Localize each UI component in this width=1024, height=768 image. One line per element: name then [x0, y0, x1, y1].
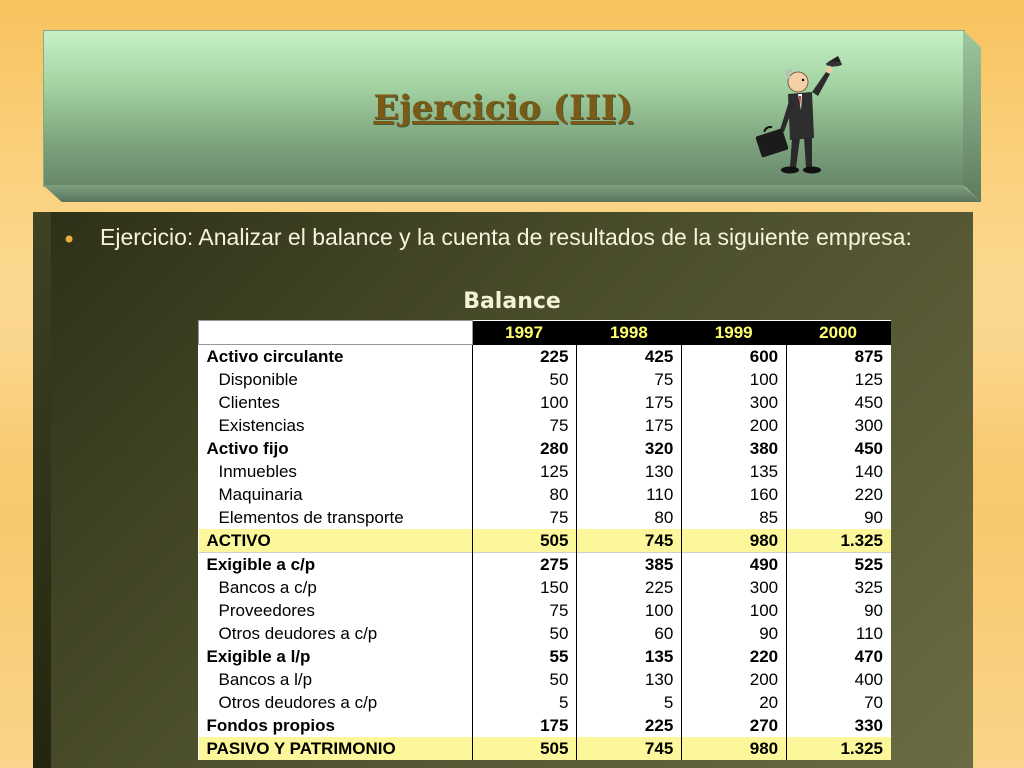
row-value: 385	[577, 553, 682, 577]
row-value: 980	[682, 529, 787, 553]
table-title: Balance	[463, 289, 561, 314]
row-value: 135	[682, 460, 787, 483]
row-value: 300	[682, 391, 787, 414]
intro-text: Ejercicio: Analizar el balance y la cuenta de resultados de la siguiente empresa:	[100, 224, 912, 250]
table-row	[199, 345, 892, 369]
row-value: 20	[682, 691, 787, 714]
row-value: 70	[787, 691, 891, 714]
table-body	[199, 345, 892, 761]
row-value: 100	[577, 599, 682, 622]
table-row	[199, 506, 892, 529]
row-label: PASIVO Y PATRIMONIO	[199, 737, 473, 760]
row-label: Proveedores	[218, 601, 315, 620]
row-value: 50	[472, 368, 577, 391]
row-value: 130	[577, 668, 682, 691]
year-header: 1998	[577, 321, 682, 345]
row-value: 425	[577, 345, 682, 369]
table-row	[199, 414, 892, 437]
row-value: 125	[787, 368, 891, 391]
title-box-side	[963, 30, 981, 202]
row-value: 80	[577, 506, 682, 529]
row-label: Maquinaria	[218, 485, 303, 504]
row-value: 745	[577, 529, 682, 553]
row-label: Fondos propios	[206, 716, 335, 735]
row-value: 745	[577, 737, 682, 760]
row-value: 270	[682, 714, 787, 737]
row-value: 225	[577, 576, 682, 599]
table-row	[199, 437, 892, 460]
row-label: Exigible a l/p	[206, 647, 311, 666]
table-row	[199, 483, 892, 506]
row-value: 505	[472, 529, 577, 553]
row-value: 100	[472, 391, 577, 414]
row-value: 330	[787, 714, 891, 737]
year-header: 1997	[472, 321, 577, 345]
row-value: 60	[577, 622, 682, 645]
row-value: 5	[472, 691, 577, 714]
row-value: 300	[682, 576, 787, 599]
row-value: 225	[472, 345, 577, 369]
row-value: 525	[787, 553, 891, 577]
row-value: 75	[472, 506, 577, 529]
row-value: 110	[577, 483, 682, 506]
row-label: Exigible a c/p	[199, 553, 473, 577]
row-value: 140	[787, 460, 891, 483]
table-row	[199, 737, 892, 760]
row-value: 450	[787, 437, 891, 460]
row-value: 100	[682, 599, 787, 622]
row-label: Existencias	[218, 416, 305, 435]
row-value: 50	[472, 622, 577, 645]
row-value: 400	[787, 668, 891, 691]
row-value: 1.325	[787, 529, 891, 553]
slide-title: Ejercicio (III)	[373, 88, 633, 128]
row-value: 275	[472, 553, 577, 577]
table-row	[199, 668, 892, 691]
row-value: 90	[787, 599, 891, 622]
table-row	[199, 599, 892, 622]
row-value: 90	[682, 622, 787, 645]
row-label: Bancos a c/p	[218, 578, 317, 597]
row-value: 50	[472, 668, 577, 691]
table-row	[199, 576, 892, 599]
table-row	[199, 691, 892, 714]
row-value: 600	[682, 345, 787, 369]
row-value: 75	[472, 599, 577, 622]
businessman-clipart-icon	[750, 50, 845, 180]
row-value: 5	[577, 691, 682, 714]
table-row	[199, 368, 892, 391]
table-row	[199, 714, 892, 737]
row-label: Inmuebles	[218, 462, 297, 481]
table-row	[199, 460, 892, 483]
table-row	[199, 622, 892, 645]
balance-table	[198, 320, 891, 760]
row-value: 220	[682, 645, 787, 668]
row-value: 980	[682, 737, 787, 760]
row-value: 55	[472, 645, 577, 668]
row-value: 200	[682, 668, 787, 691]
row-label: Disponible	[218, 370, 298, 389]
row-value: 85	[682, 506, 787, 529]
row-value: 100	[682, 368, 787, 391]
bullet-dot-icon: •	[62, 226, 77, 254]
row-label: Activo fijo	[206, 439, 289, 458]
row-value: 110	[787, 622, 891, 645]
year-header: 1999	[682, 321, 787, 345]
row-label: ACTIVO	[199, 529, 473, 553]
row-label: Clientes	[218, 393, 280, 412]
row-value: 80	[472, 483, 577, 506]
row-value: 175	[577, 414, 682, 437]
year-header: 2000	[787, 321, 891, 345]
row-value: 320	[577, 437, 682, 460]
table-row	[199, 391, 892, 414]
row-value: 450	[787, 391, 891, 414]
row-value: 225	[577, 714, 682, 737]
row-value: 300	[787, 414, 891, 437]
row-value: 220	[787, 483, 891, 506]
row-value: 75	[472, 414, 577, 437]
table-row	[199, 645, 892, 668]
row-value: 150	[472, 576, 577, 599]
row-value: 490	[682, 553, 787, 577]
row-value: 160	[682, 483, 787, 506]
row-value: 90	[787, 506, 891, 529]
row-value: 125	[472, 460, 577, 483]
row-label: Otros deudores a c/p	[218, 693, 378, 712]
row-value: 380	[682, 437, 787, 460]
row-value: 505	[472, 737, 577, 760]
table-header-row	[199, 321, 892, 345]
row-value: 135	[577, 645, 682, 668]
row-value: 175	[577, 391, 682, 414]
row-value: 175	[472, 714, 577, 737]
row-label: Activo circulante	[206, 347, 344, 366]
row-label: Elementos de transporte	[218, 508, 404, 527]
row-value: 325	[787, 576, 891, 599]
row-label: Bancos a l/p	[218, 670, 313, 689]
row-value: 75	[577, 368, 682, 391]
row-value: 280	[472, 437, 577, 460]
row-value: 1.325	[787, 737, 891, 760]
table-row	[199, 553, 892, 577]
row-label: Otros deudores a c/p	[218, 624, 378, 643]
table-header-label	[199, 321, 473, 345]
row-value: 130	[577, 460, 682, 483]
row-value: 875	[787, 345, 891, 369]
row-value: 470	[787, 645, 891, 668]
title-box-edge	[43, 185, 981, 202]
row-value: 200	[682, 414, 787, 437]
table-row	[199, 529, 892, 553]
